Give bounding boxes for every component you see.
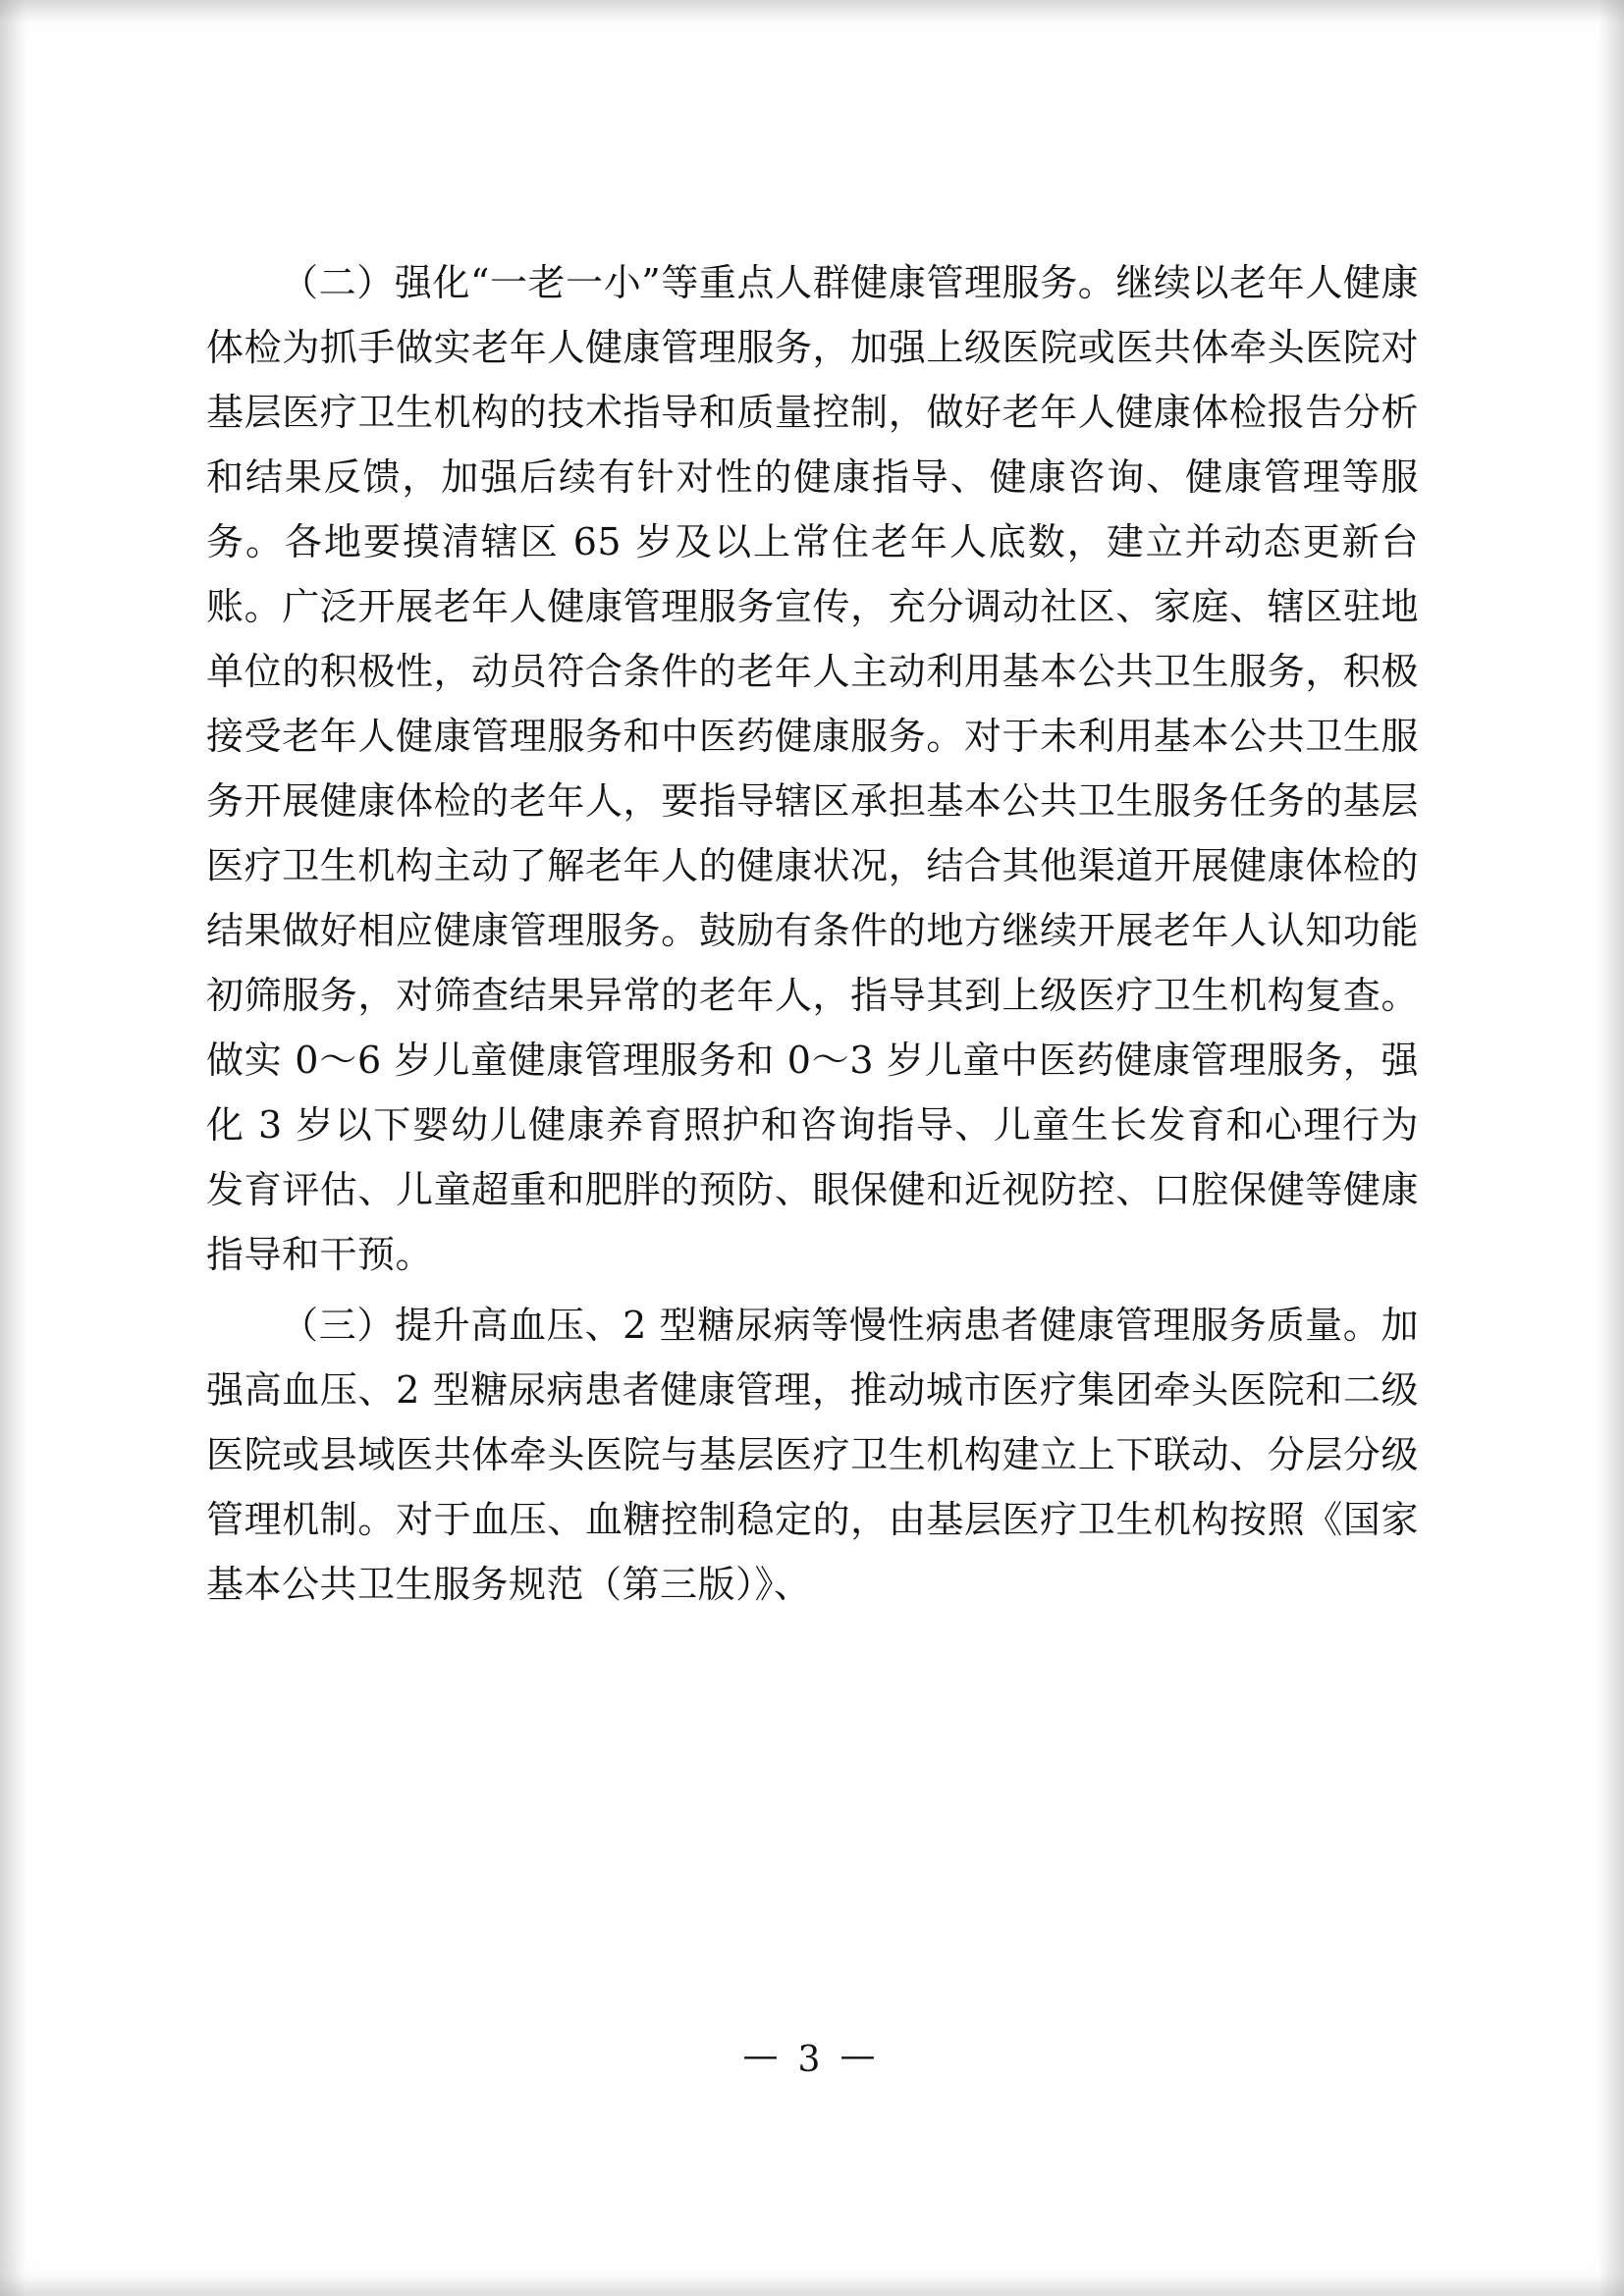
paragraph-two: （二）强化“一老一小”等重点人群健康管理服务。继续以老年人健康体检为抓手做实老年人健康管理服务，加强上级医院或医共体牵头医院对基层医疗卫生机构的技术指导和质量控制，做好老年人健康体检报告分析和结果反馈，加强后续有针对性的健康指导、健康咨询、健康管理等服务。各地要摸清辖区 65 岁及以上常住老年人底数，建立并动态更新台账。广泛开展老年人健康管理服务宣传，充分调动社区、家庭、辖区驻地单位的积极性，动员符合条件的老年人主动利用基本公共卫生服务，积极接受老年人健康管理服务和中医药健康服务。对于未利用基本公共卫生服务开展健康体检的老年人，要指导辖区承担基本公共卫生服务任务的基层医疗卫生机构主动了解老年人的健康状况，结合其他渠道开展健康体检的结果做好相应健康管理服务。鼓励有条件的地方继续开展老年人认知功能初筛服务，对筛查结果异常的老年人，指导其到上级医疗卫生机构复查。做实 0～6 岁儿童健康管理服务和 0～3 岁儿童中医药健康管理服务，强化 3 岁以下婴幼儿健康养育照护和咨询指导、儿童生长发育和心理行为发育评估、儿童超重和肥胖的预防、眼保健和近视防控、口腔保健等健康指导和干预。 [206,261,1419,1276]
page-body [206,250,1419,1623]
page-number: 3 [797,2040,827,2080]
page-footer [0,2036,1624,2080]
paragraph-three: （三）提升高血压、2 型糖尿病等慢性病患者健康管理服务质量。加强高血压、2 型糖尿病患者健康管理，推动城市医疗集团牵头医院和二级医院或县域医共体牵头医院与基层医疗卫生机构建立上下联动、分层分级管理机制。对于血压、血糖控制稳定的，由基层医疗卫生机构按照《国家基本公共卫生服务规范（第三版）》、 [206,1304,1419,1606]
page-marker-left: — [742,2036,785,2076]
page-marker-right: — [839,2036,882,2076]
page-edge-shadow-left [0,0,26,2296]
page-edge-shadow-right [1598,0,1624,2296]
page-edge-shadow-bottom [0,2274,1624,2296]
page-edge-shadow-top [0,0,1624,22]
